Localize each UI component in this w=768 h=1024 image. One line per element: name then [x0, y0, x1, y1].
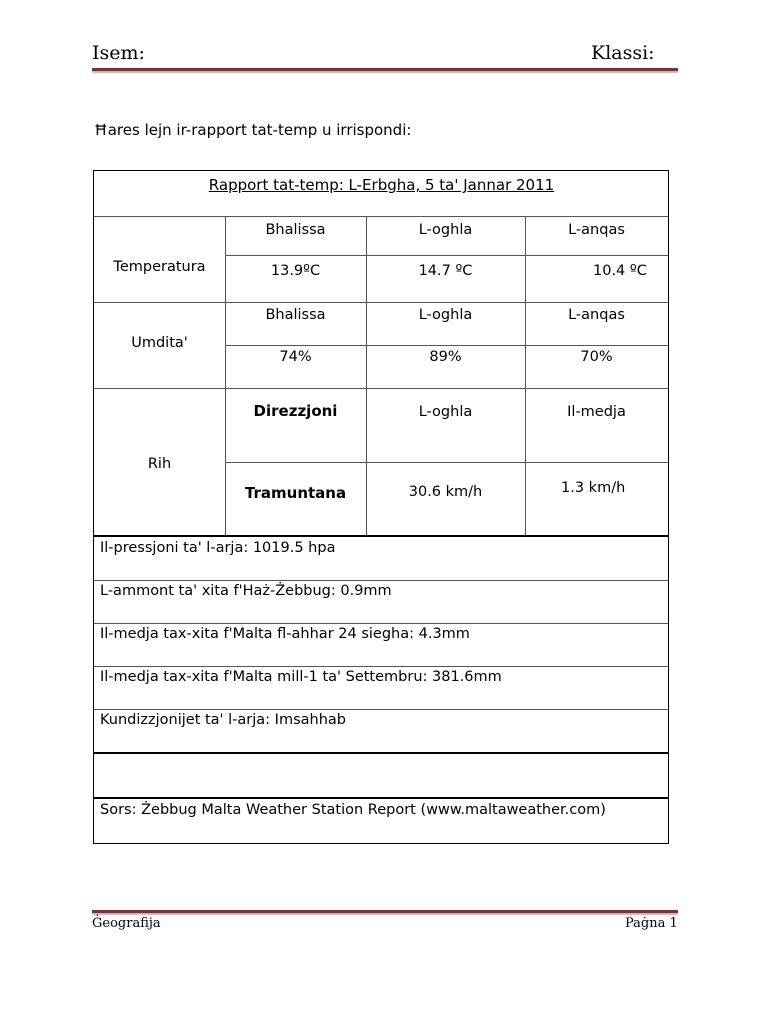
- humidity-value-current: 74%: [279, 349, 312, 365]
- humidity-label: Umdita': [131, 335, 188, 351]
- divider: [94, 302, 668, 303]
- wind-value-direction: Tramuntana: [244, 484, 347, 502]
- divider: [94, 666, 668, 667]
- footer-rule: [92, 910, 678, 913]
- divider: [225, 462, 668, 463]
- wind-label: Rih: [147, 456, 172, 472]
- divider: [94, 797, 668, 799]
- divider: [525, 216, 526, 535]
- divider: [94, 216, 668, 217]
- wind-value-high: 30.6 km/h: [408, 484, 483, 500]
- humidity-header-low: L-anqas: [568, 307, 625, 323]
- humidity-header-high: L-oghla: [418, 307, 473, 323]
- temp-header-current: Bhalissa: [265, 222, 326, 238]
- report-title: Rapport tat-temp: L-Erbgha, 5 ta' Jannar 2011: [208, 176, 555, 194]
- divider: [94, 535, 668, 537]
- divider: [94, 388, 668, 389]
- instruction-text: Ħares lejn ir-rapport tat-temp u irrispondi:: [94, 121, 412, 139]
- temp-value-high: 14.7 ºC: [418, 263, 473, 279]
- humidity-value-high: 89%: [429, 349, 462, 365]
- temp-header-high: L-oghla: [418, 222, 473, 238]
- class-label: Klassi:: [591, 42, 655, 64]
- divider: [225, 255, 668, 256]
- wind-header-high: L-oghla: [418, 404, 473, 420]
- wind-header-direction: Direzzjoni: [253, 402, 338, 420]
- divider: [94, 623, 668, 624]
- info-row-source: Sors: Żebbug Malta Weather Station Report (www.maltaweather.com): [100, 802, 606, 818]
- divider: [225, 345, 668, 346]
- temp-value-low: 10.4 ºC: [593, 263, 647, 279]
- temp-value-current: 13.9ºC: [270, 263, 321, 279]
- divider: [94, 580, 668, 581]
- footer-page-number: Paġna 1: [625, 916, 678, 931]
- temp-header-low: L-anqas: [568, 222, 625, 238]
- temperature-label: Temperatura: [113, 259, 206, 275]
- info-row-rain-september: Il-medja tax-xita f'Malta mill-1 ta' Settembru: 381.6mm: [100, 669, 502, 685]
- divider: [94, 752, 668, 754]
- info-row-pressure: Il-pressjoni ta' l-arja: 1019.5 hpa: [100, 540, 336, 556]
- humidity-header-current: Bhalissa: [265, 307, 326, 323]
- humidity-value-low: 70%: [580, 349, 613, 365]
- info-row-rain-zebbug: L-ammont ta' xita f'Haż-Żebbug: 0.9mm: [100, 583, 392, 599]
- divider: [94, 709, 668, 710]
- name-label: Isem:: [92, 42, 145, 64]
- wind-header-average: Il-medja: [567, 404, 626, 420]
- info-row-rain-24h: Il-medja tax-xita f'Malta fl-ahhar 24 siegha: 4.3mm: [100, 626, 470, 642]
- footer-subject: Ġeografija: [92, 916, 161, 931]
- wind-value-average: 1.3 km/h: [561, 480, 626, 496]
- header-rule: [92, 68, 678, 71]
- info-row-conditions: Kundizzjonijet ta' l-arja: Imsahhab: [100, 712, 346, 728]
